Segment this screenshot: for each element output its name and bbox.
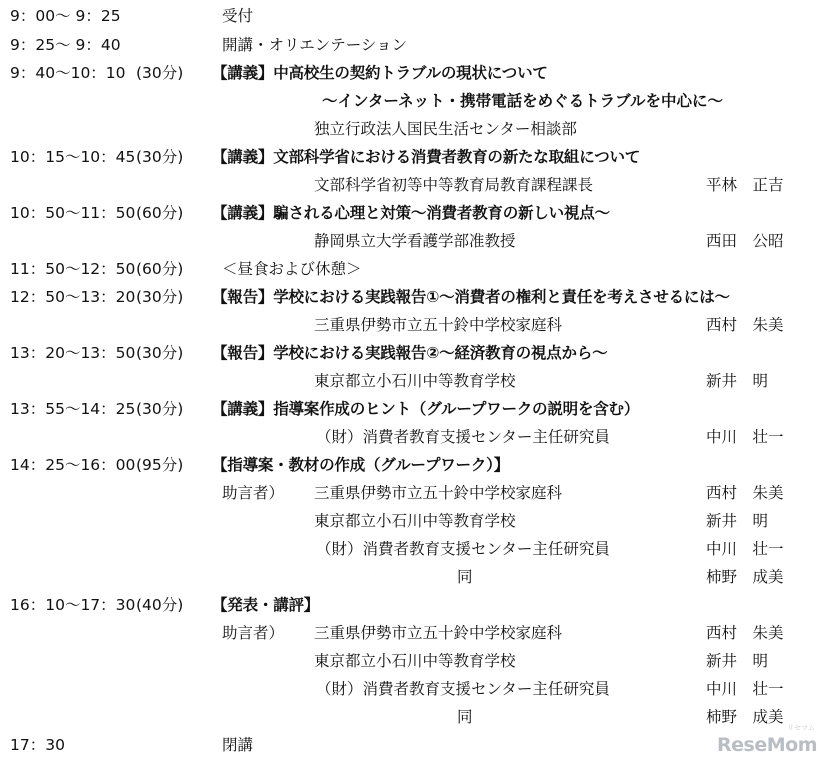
person-name: 平林 正吉 bbox=[706, 176, 784, 194]
same-organization-mark: 同 bbox=[457, 708, 473, 726]
same-organization-mark: 同 bbox=[457, 568, 473, 586]
schedule-row bbox=[0, 535, 829, 563]
organization: 三重県伊勢市立五十鈴中学校家庭科 bbox=[314, 316, 563, 334]
logo-caption: リセマム bbox=[787, 724, 815, 732]
session-subtitle: ～インターネット・携帯電話をめぐるトラブルを中心に～ bbox=[322, 92, 723, 110]
duration-label: (30分) bbox=[136, 64, 184, 82]
time-label: 13：55～14：25 bbox=[10, 400, 136, 418]
organization: （財）消費者教育支援センター主任研究員 bbox=[316, 680, 610, 698]
time-label: 17：30 bbox=[10, 736, 65, 754]
schedule-row bbox=[0, 395, 829, 423]
schedule-row bbox=[0, 339, 829, 367]
session-label: 開講・オリエンテーション bbox=[222, 36, 408, 54]
time-label: 13：20～13：50 bbox=[10, 344, 136, 362]
schedule-row bbox=[0, 451, 829, 479]
organization: 静岡県立大学看護学部准教授 bbox=[314, 232, 516, 250]
schedule-row bbox=[0, 647, 829, 675]
time-label: 10：50～11：50 bbox=[10, 204, 136, 222]
organization: 東京都立小石川中等教育学校 bbox=[314, 372, 516, 390]
schedule-row bbox=[0, 479, 829, 507]
organization: 三重県伊勢市立五十鈴中学校家庭科 bbox=[314, 484, 563, 502]
time-label: 14：25～16：00 bbox=[10, 456, 136, 474]
schedule-row bbox=[0, 563, 829, 591]
time-label: 11：50～12：50 bbox=[10, 260, 136, 278]
schedule-row bbox=[0, 31, 829, 59]
schedule-row bbox=[0, 2, 829, 30]
session-title: 【発表・講評】 bbox=[212, 596, 320, 614]
session-title: 【講義】指導案作成のヒント（グループワークの説明を含む） bbox=[212, 400, 640, 418]
schedule-row bbox=[0, 255, 829, 283]
duration-label: (60分) bbox=[136, 204, 184, 222]
schedule-row bbox=[0, 115, 829, 143]
schedule-row bbox=[0, 283, 829, 311]
duration-label: (30分) bbox=[136, 288, 184, 306]
schedule-row bbox=[0, 423, 829, 451]
schedule-row bbox=[0, 591, 829, 619]
session-title: 【講義】中高校生の契約トラブルの現状について bbox=[212, 64, 548, 82]
time-label: 9：00～ 9：25 bbox=[10, 7, 121, 25]
duration-label: (30分) bbox=[136, 148, 184, 166]
person-name: 新井 明 bbox=[706, 512, 769, 530]
organization: （財）消費者教育支援センター主任研究員 bbox=[316, 428, 610, 446]
schedule-row bbox=[0, 507, 829, 535]
person-name: 西村 朱美 bbox=[706, 484, 784, 502]
advisor-label: 助言者） bbox=[222, 624, 285, 642]
person-name: 中川 壮一 bbox=[706, 428, 784, 446]
schedule-row bbox=[0, 311, 829, 339]
duration-label: (30分) bbox=[136, 344, 184, 362]
session-title: 【報告】学校における実践報告①～消費者の権利と責任を考えさせるには～ bbox=[212, 288, 730, 306]
schedule-row bbox=[0, 59, 829, 87]
schedule-row bbox=[0, 619, 829, 647]
session-label: 閉講 bbox=[222, 736, 254, 754]
resemom-logo bbox=[717, 724, 817, 760]
duration-label: (30分) bbox=[136, 400, 184, 418]
session-title: 【指導案・教材の作成（グループワーク）】 bbox=[212, 456, 510, 474]
person-name: 西村 朱美 bbox=[706, 624, 784, 642]
schedule-row bbox=[0, 703, 829, 731]
organization: 東京都立小石川中等教育学校 bbox=[314, 652, 516, 670]
time-label: 10：15～10：45 bbox=[10, 148, 136, 166]
person-name: 新井 明 bbox=[706, 652, 769, 670]
schedule-row bbox=[0, 171, 829, 199]
schedule-row bbox=[0, 367, 829, 395]
organization: 文部科学省初等中等教育局教育課程課長 bbox=[314, 176, 594, 194]
duration-label: (60分) bbox=[136, 260, 184, 278]
organization: （財）消費者教育支援センター主任研究員 bbox=[316, 540, 610, 558]
duration-label: (40分) bbox=[136, 596, 184, 614]
organization: 三重県伊勢市立五十鈴中学校家庭科 bbox=[314, 624, 563, 642]
advisor-label: 助言者） bbox=[222, 484, 285, 502]
schedule-row bbox=[0, 731, 829, 759]
person-name: 西田 公昭 bbox=[706, 232, 784, 250]
schedule-row bbox=[0, 87, 829, 115]
time-label: 16：10～17：30 bbox=[10, 596, 136, 614]
session-title: 【講義】文部科学省における消費者教育の新たな取組について bbox=[212, 148, 641, 166]
time-label: 9：40～10：10 bbox=[10, 64, 126, 82]
duration-label: (95分) bbox=[136, 456, 184, 474]
organization: 東京都立小石川中等教育学校 bbox=[314, 512, 516, 530]
schedule-row bbox=[0, 227, 829, 255]
schedule-row bbox=[0, 143, 829, 171]
session-title: 【講義】騙される心理と対策～消費者教育の新しい視点～ bbox=[212, 204, 610, 222]
person-name: 柿野 成美 bbox=[706, 568, 784, 586]
organization: 独立行政法人国民生活センター相談部 bbox=[314, 120, 577, 138]
person-name: 西村 朱美 bbox=[706, 316, 784, 334]
person-name: 中川 壮一 bbox=[706, 680, 784, 698]
schedule-row bbox=[0, 675, 829, 703]
time-label: 9：25～ 9：40 bbox=[10, 36, 121, 54]
person-name: 新井 明 bbox=[706, 372, 769, 390]
session-label: ＜昼食および休憩＞ bbox=[222, 260, 362, 278]
logo-wordmark: ReseMom bbox=[717, 734, 817, 756]
session-label: 受付 bbox=[222, 7, 254, 25]
schedule-row bbox=[0, 199, 829, 227]
time-label: 12：50～13：20 bbox=[10, 288, 136, 306]
session-title: 【報告】学校における実践報告②～経済教育の視点から～ bbox=[212, 344, 608, 362]
person-name: 柿野 成美 bbox=[706, 708, 784, 726]
person-name: 中川 壮一 bbox=[706, 540, 784, 558]
